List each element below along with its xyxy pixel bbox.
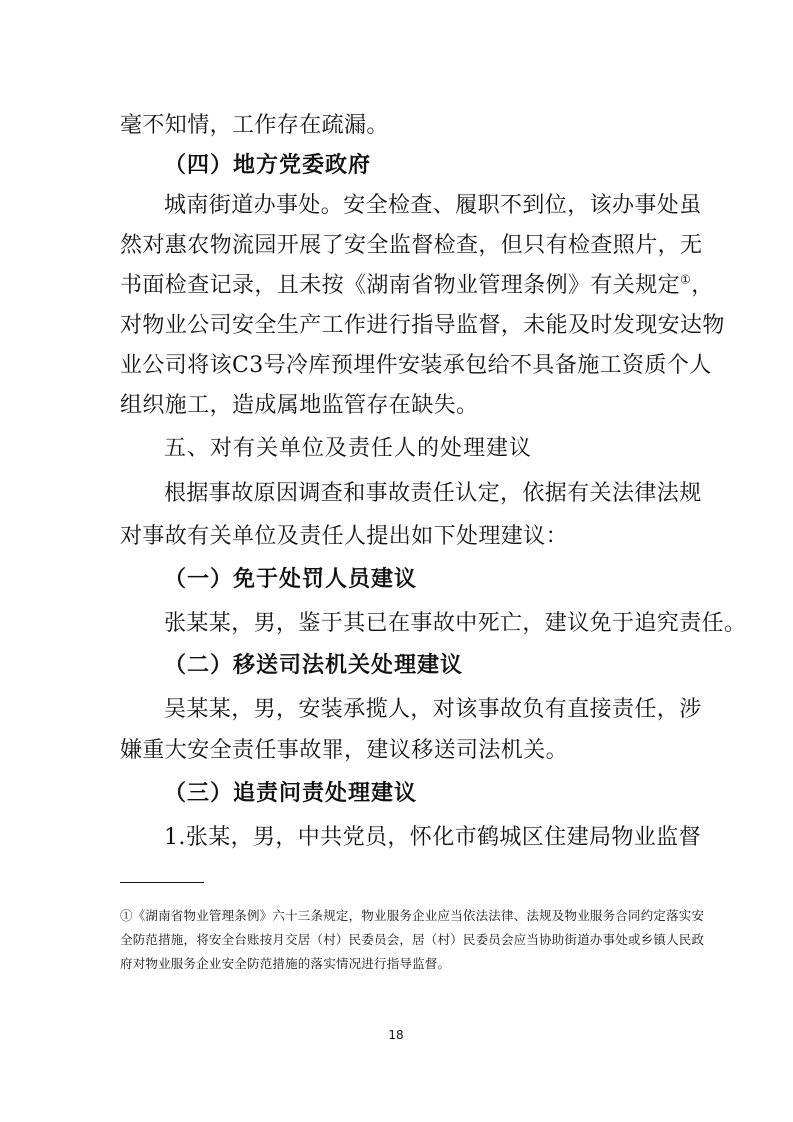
body-line: 然对惠农物流园开展了安全监督检查，但只有检查照片，无: [120, 233, 703, 258]
subsection-heading-judicial-transfer: （二）移送司法机关处理建议: [164, 653, 464, 678]
body-line: 城南街道办事处。安全检查、履职不到位，该办事处虽: [164, 193, 702, 218]
body-text: ，: [691, 273, 714, 298]
body-line: 业公司将该C3号冷库预埋件安装承包给不具备施工资质个人: [120, 353, 712, 378]
body-line: 吴某某，男，安装承揽人，对该事故负有直接责任，涉: [164, 697, 702, 722]
body-text: 书面检查记录，且未按《湖南省物业管理条例》有关规定: [120, 273, 681, 298]
footnote-marker: ①: [680, 272, 692, 287]
body-line: 1.张某，男，中共党员，怀化市鹤城区住建局物业监督: [164, 825, 701, 850]
subsection-heading-local-government: （四）地方党委政府: [164, 153, 372, 178]
footnote-line: 全防范措施，将安全台账按月交居（村）民委员会，居（村）民委员会应当协助街道办事处或乡镇人民政: [120, 932, 705, 947]
body-line: 对物业公司安全生产工作进行指导监督，未能及时发现安达物: [120, 313, 725, 338]
subsection-heading-exempt-personnel: （一）免于处罚人员建议: [164, 567, 418, 592]
body-line: 组织施工，造成属地监管存在缺失。: [120, 393, 479, 418]
footnote-line: ①《湖南省物业管理条例》六十三条规定，物业服务企业应当依法法律、法规及物业服务合同约定落实安: [120, 908, 705, 923]
body-line: 毫不知情，工作存在疏漏。: [120, 113, 389, 138]
footnote-separator: [120, 882, 204, 883]
section-heading-handling-recommendations: 五、对有关单位及责任人的处理建议: [164, 436, 533, 461]
page-number: 18: [388, 1028, 404, 1042]
body-line: 根据事故原因调查和事故责任认定，依据有关法律法规: [164, 481, 702, 506]
body-line: 嫌重大安全责任事故罪，建议移送司法机关。: [120, 738, 569, 763]
body-line: [120, 269, 714, 303]
footnote-line: 府对物业服务企业安全防范措施的落实情况进行指导监督。: [120, 956, 451, 971]
body-line: 张某某，男，鉴于其已在事故中死亡，建议免于追究责任。: [164, 611, 747, 636]
subsection-heading-accountability: （三）追责问责处理建议: [164, 781, 418, 806]
body-line: 对事故有关单位及责任人提出如下处理建议：: [120, 524, 569, 549]
